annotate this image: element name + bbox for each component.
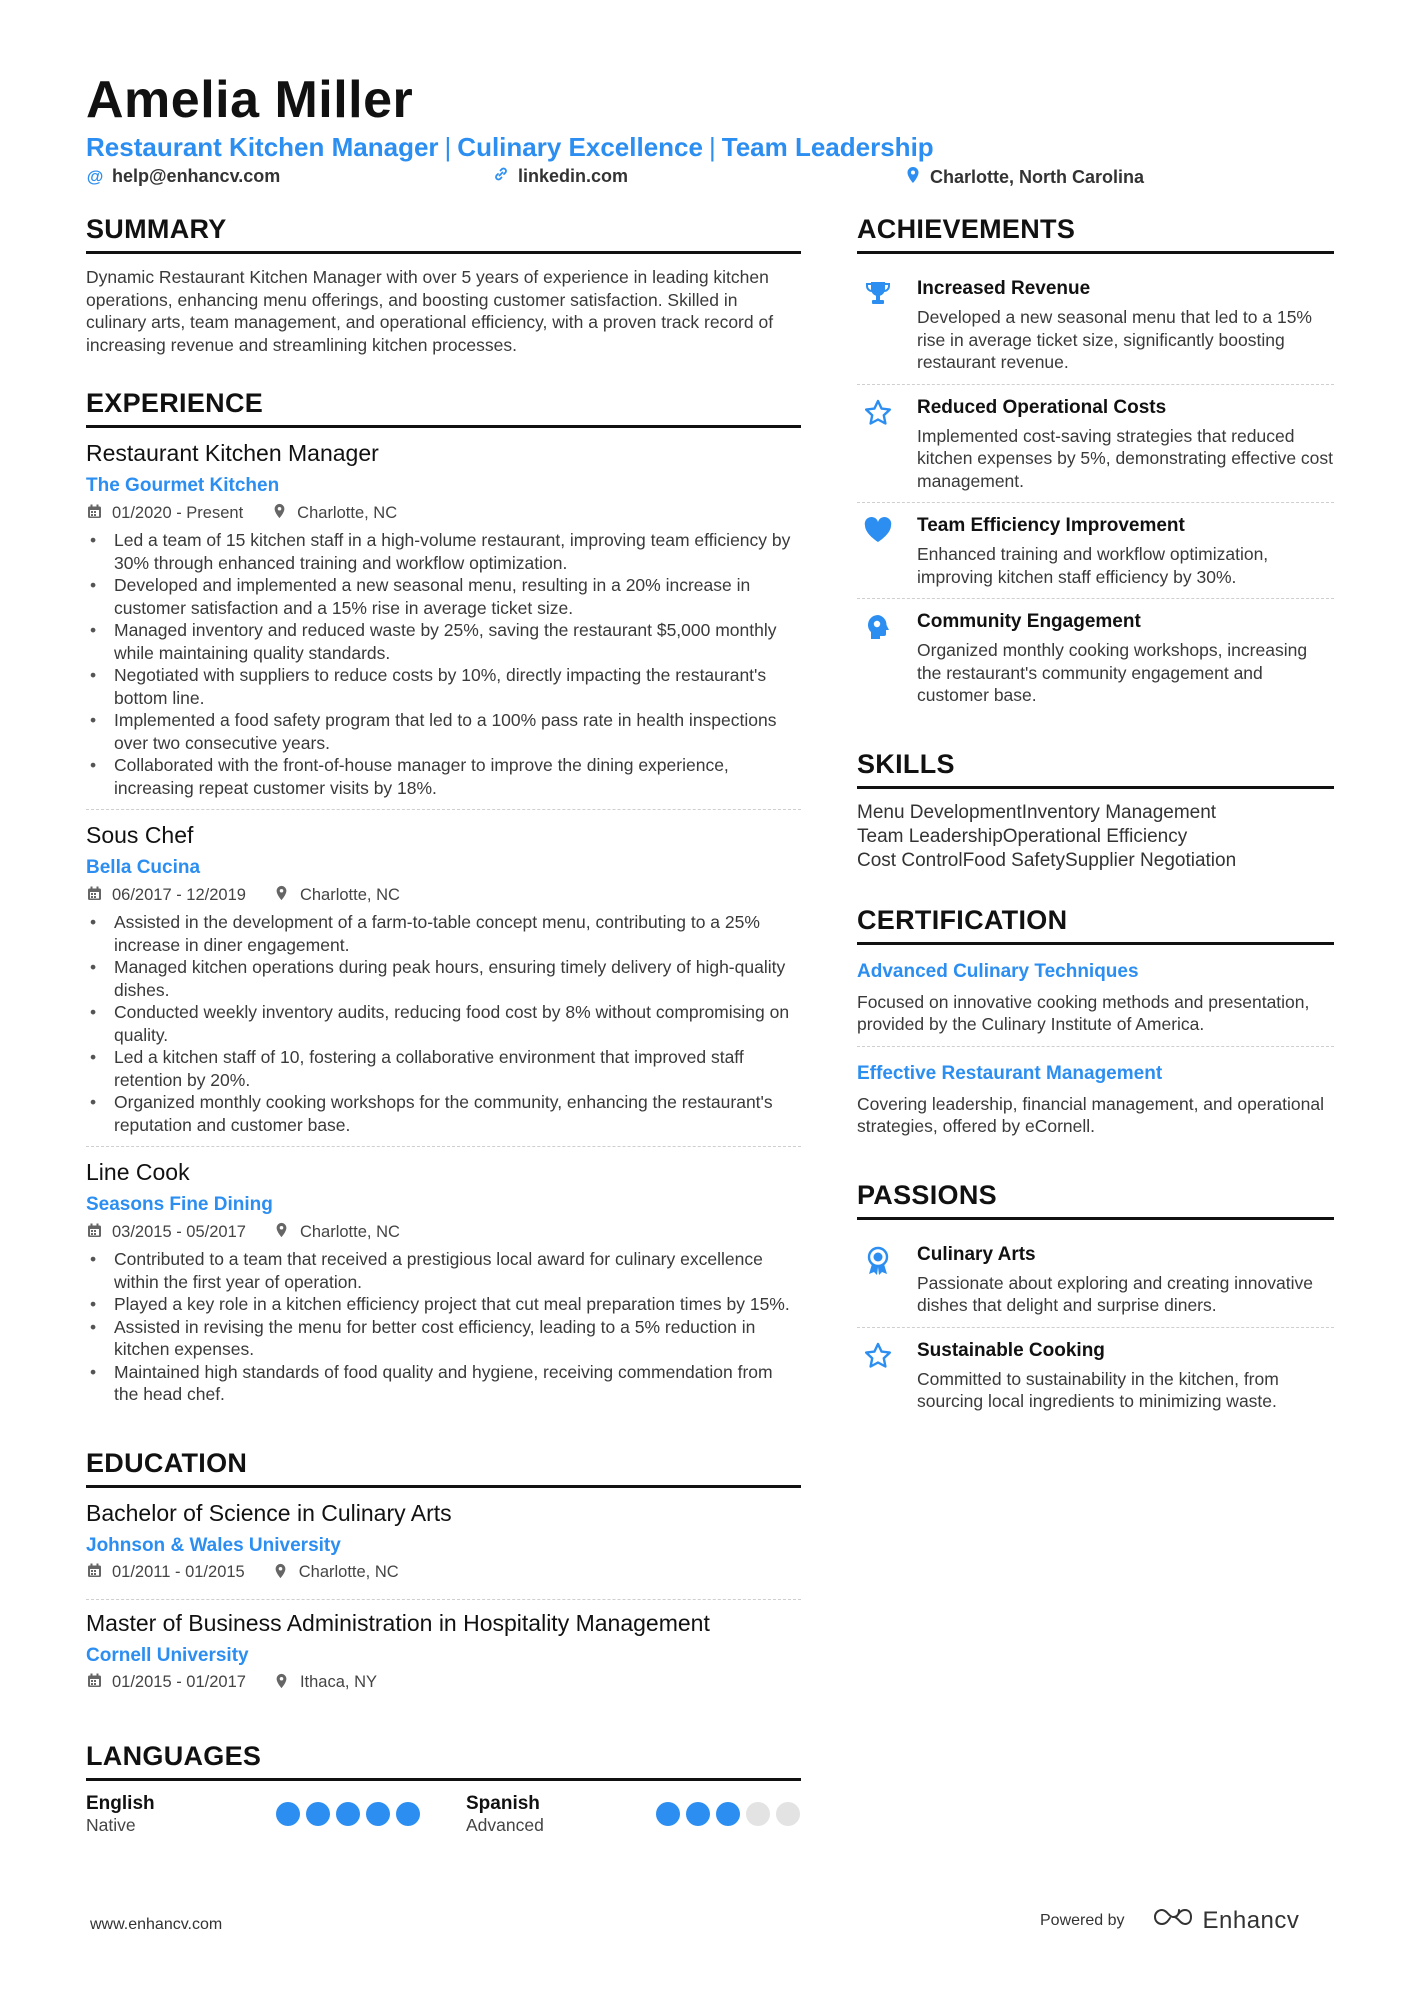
language-rating: [276, 1802, 420, 1826]
section-title: LANGUAGES: [86, 1741, 801, 1781]
star-icon: [857, 397, 899, 493]
headline-part: Culinary Excellence: [457, 132, 703, 162]
achievement-item: [857, 503, 1334, 599]
skills-line: Cost ControlFood SafetySupplier Negotiation: [857, 849, 1237, 871]
passion-item: [857, 1232, 1334, 1328]
trophy-icon: [857, 278, 899, 374]
bullet-item: • Assisted in revising the menu for better cost efficiency, leading to a 5% reduction in kitchen expenses.: [86, 1316, 801, 1361]
location-text: Charlotte, North Carolina: [930, 167, 1145, 187]
achievement-desc: Implemented cost-saving strategies that reduced kitchen expenses by 5%, demonstrating effective cost management.: [917, 425, 1334, 491]
headline-separator: |: [708, 132, 716, 162]
location-pin-icon: [274, 1222, 290, 1242]
award-ribbon-icon: [857, 1244, 899, 1317]
language-item: [466, 1793, 800, 1836]
rating-dot-empty: [776, 1802, 800, 1826]
job-location: Charlotte, NC: [297, 503, 398, 522]
job-meta: [86, 503, 801, 523]
job-title: Line Cook: [86, 1159, 190, 1185]
bullet-item: • Developed and implemented a new seasonal menu, resulting in a 20% increase in customer satisfaction and a 15% rise in average ticket size.: [86, 574, 801, 619]
passion-desc: Committed to sustainability in the kitchen, from sourcing local ingredients to minimizing waste.: [917, 1368, 1279, 1411]
certification-desc: Covering leadership, financial management, and operational strategies, offered by eCornell.: [857, 1093, 1324, 1136]
brand-logo[interactable]: [1151, 1906, 1300, 1935]
language-name: English: [86, 1792, 155, 1814]
rating-dot-filled: [306, 1802, 330, 1826]
bullet-item: • Collaborated with the front-of-house manager to improve the dining experience, increasing repeat customer visits by 18%.: [86, 754, 801, 799]
powered-by-label: Powered by: [1040, 1911, 1125, 1929]
job-entry: [86, 1159, 801, 1416]
education-dates: 01/2015 - 01/2017: [112, 1673, 246, 1691]
headline-part: Restaurant Kitchen Manager: [86, 132, 439, 162]
job-bullets: [86, 911, 801, 1136]
education-location: Charlotte, NC: [298, 1563, 399, 1581]
calendar-icon: [86, 1563, 102, 1582]
linkedin-text[interactable]: linkedin.com: [518, 166, 629, 186]
rating-dot-filled: [686, 1802, 710, 1826]
education-entry: [86, 1500, 801, 1600]
rating-dot-filled: [656, 1802, 680, 1826]
location-pin-icon: [273, 1563, 289, 1583]
school-name: Johnson & Wales University: [86, 1534, 341, 1556]
rating-dot-filled: [276, 1802, 300, 1826]
enhancv-logo-icon: [1151, 1906, 1195, 1935]
language-item: [86, 1793, 420, 1836]
location-pin-icon: [904, 166, 922, 189]
passions-section: [857, 1180, 1334, 1423]
school-name: Cornell University: [86, 1644, 249, 1666]
star-icon: [857, 1340, 899, 1413]
experience-section: [86, 388, 801, 1416]
calendar-icon: [86, 1673, 102, 1692]
language-level: Native: [86, 1814, 136, 1835]
education-dates: 01/2011 - 01/2015: [112, 1563, 245, 1581]
calendar-icon: [86, 1223, 102, 1242]
section-title: EXPERIENCE: [86, 388, 801, 428]
achievement-title: Team Efficiency Improvement: [917, 515, 1185, 536]
passion-desc: Passionate about exploring and creating innovative dishes that delight and surprise diners.: [917, 1272, 1313, 1315]
degree-title: Master of Business Administration in Hospitality Management: [86, 1609, 710, 1636]
achievement-desc: Organized monthly cooking workshops, increasing the restaurant's community engagement and customer base.: [917, 640, 1308, 705]
job-location: Charlotte, NC: [299, 885, 400, 904]
rating-dot-filled: [366, 1802, 390, 1826]
languages-section: [86, 1741, 801, 1836]
heart-icon: [857, 515, 899, 588]
job-meta: [86, 885, 801, 905]
contact-location: [904, 166, 1144, 189]
link-icon: [492, 166, 510, 187]
section-title: SUMMARY: [86, 214, 801, 254]
job-title: Restaurant Kitchen Manager: [86, 440, 379, 466]
calendar-icon: [86, 886, 102, 905]
education-section: [86, 1448, 801, 1709]
certification-title: Effective Restaurant Management: [857, 1062, 1163, 1084]
footer-website[interactable]: www.enhancv.com: [90, 1916, 223, 1933]
footer-branding: [1040, 1906, 1299, 1935]
language-rating: [656, 1802, 800, 1826]
skills-section: [857, 749, 1334, 873]
skills-line: Team LeadershipOperational Efficiency: [857, 825, 1188, 847]
summary-section: [86, 214, 801, 356]
job-dates: 03/2015 - 05/2017: [112, 1222, 246, 1241]
certification-item: [857, 957, 1334, 1047]
languages-list: [86, 1793, 801, 1836]
bullet-item: • Assisted in the development of a farm-to-table concept menu, contributing to a 25% increase in diner engagement.: [86, 911, 801, 956]
certification-item: [857, 1059, 1334, 1148]
rating-dot-filled: [716, 1802, 740, 1826]
bullet-item: • Contributed to a team that received a prestigious local award for culinary excellence within the first year of operation.: [86, 1248, 801, 1293]
degree-title: Bachelor of Science in Culinary Arts: [86, 1499, 452, 1526]
bullet-item: • Negotiated with suppliers to reduce costs by 10%, directly impacting the restaurant's bottom line.: [86, 664, 801, 709]
certification-title: Advanced Culinary Techniques: [857, 960, 1139, 982]
job-entry: [86, 822, 801, 1147]
achievement-item: [857, 599, 1334, 717]
rating-dot-empty: [746, 1802, 770, 1826]
email-text[interactable]: help@enhancv.com: [112, 166, 281, 186]
language-level: Advanced: [466, 1814, 544, 1835]
education-meta: [86, 1673, 801, 1693]
company-name: Bella Cucina: [86, 857, 201, 878]
location-pin-icon: [274, 1673, 290, 1693]
left-column: [86, 214, 801, 1868]
candidate-name: Amelia Miller: [86, 71, 414, 129]
brand-name: Enhancv: [1202, 1906, 1300, 1934]
right-column: [857, 214, 1334, 1455]
bullet-item: • Managed kitchen operations during peak hours, ensuring timely delivery of high-quality dishes.: [86, 956, 801, 1001]
bullet-item: • Organized monthly cooking workshops for the community, enhancing the restaurant's reputation and customer base.: [86, 1091, 801, 1136]
passion-title: Sustainable Cooking: [917, 1339, 1105, 1361]
job-entry: [86, 440, 801, 810]
job-bullets: [86, 529, 801, 799]
achievement-title: Increased Revenue: [917, 278, 1091, 299]
achievement-item: [857, 266, 1334, 385]
bullet-item: • Implemented a food safety program that led to a 100% pass rate in health inspections over two consecutive years.: [86, 709, 801, 754]
education-meta: [86, 1563, 801, 1583]
section-title: ACHIEVEMENTS: [857, 214, 1334, 254]
headline-part: Team Leadership: [721, 132, 934, 162]
headline: [86, 132, 934, 163]
job-title: Sous Chef: [86, 822, 194, 848]
passion-item: [857, 1328, 1334, 1423]
achievement-item: [857, 385, 1334, 504]
job-dates: 01/2020 - Present: [112, 503, 244, 522]
job-bullets: [86, 1248, 801, 1406]
achievements-section: [857, 214, 1334, 717]
at-icon: @: [86, 166, 104, 186]
achievement-title: Reduced Operational Costs: [917, 396, 1167, 418]
summary-text: Dynamic Restaurant Kitchen Manager with over 5 years of experience in leading kitchen operations, enhancing menu offerings, and boosting customer satisfaction. Skilled in culinary arts, team management, and operational efficiency, with a proven track record of increasing revenue and streamlining kitchen processes.: [86, 267, 774, 355]
job-dates: 06/2017 - 12/2019: [112, 885, 246, 904]
education-entry: [86, 1610, 801, 1709]
bullet-item: • Maintained high standards of food quality and hygiene, receiving commendation from the head chef.: [86, 1361, 801, 1406]
job-location: Charlotte, NC: [299, 1222, 400, 1241]
bullet-item: • Led a team of 15 kitchen staff in a high-volume restaurant, improving team efficiency by 30% through enhanced training and workflow optimization.: [86, 529, 801, 574]
section-title: PASSIONS: [857, 1180, 1334, 1220]
headline-separator: |: [444, 132, 452, 162]
passion-title: Culinary Arts: [917, 1243, 1036, 1265]
location-pin-icon: [274, 885, 290, 905]
contact-linkedin[interactable]: [492, 166, 628, 187]
location-pin-icon: [271, 503, 287, 523]
education-location: Ithaca, NY: [299, 1673, 377, 1691]
section-title: CERTIFICATION: [857, 905, 1334, 945]
achievement-desc: Developed a new seasonal menu that led to a 15% rise in average ticket size, significantly boosting restaurant revenue.: [917, 307, 1312, 372]
company-name: Seasons Fine Dining: [86, 1194, 273, 1215]
bullet-item: • Conducted weekly inventory audits, reducing food cost by 8% without compromising on quality.: [86, 1001, 801, 1046]
bullet-item: • Managed inventory and reduced waste by 25%, saving the restaurant $5,000 monthly while maintaining quality standards.: [86, 619, 801, 664]
language-name: Spanish: [466, 1792, 540, 1814]
achievement-desc: Enhanced training and workflow optimization, improving kitchen staff efficiency by 30%.: [917, 544, 1269, 587]
calendar-icon: [86, 504, 102, 523]
rating-dot-filled: [396, 1802, 420, 1826]
skills-line: Menu DevelopmentInventory Management: [857, 801, 1217, 823]
rating-dot-filled: [336, 1802, 360, 1826]
company-name: The Gourmet Kitchen: [86, 475, 280, 496]
bullet-item: • Led a kitchen staff of 10, fostering a collaborative environment that improved staff retention by 20%.: [86, 1046, 801, 1091]
contact-email[interactable]: [86, 166, 280, 187]
section-title: EDUCATION: [86, 1448, 801, 1488]
certification-section: [857, 905, 1334, 1148]
section-title: SKILLS: [857, 749, 1334, 789]
head-icon: [857, 611, 899, 707]
bullet-item: • Played a key role in a kitchen efficiency project that cut meal preparation times by 15%.: [86, 1293, 801, 1316]
job-meta: [86, 1222, 801, 1242]
achievement-title: Community Engagement: [917, 611, 1141, 632]
certification-desc: Focused on innovative cooking methods and presentation, provided by the Culinary Institute of America.: [857, 991, 1310, 1034]
